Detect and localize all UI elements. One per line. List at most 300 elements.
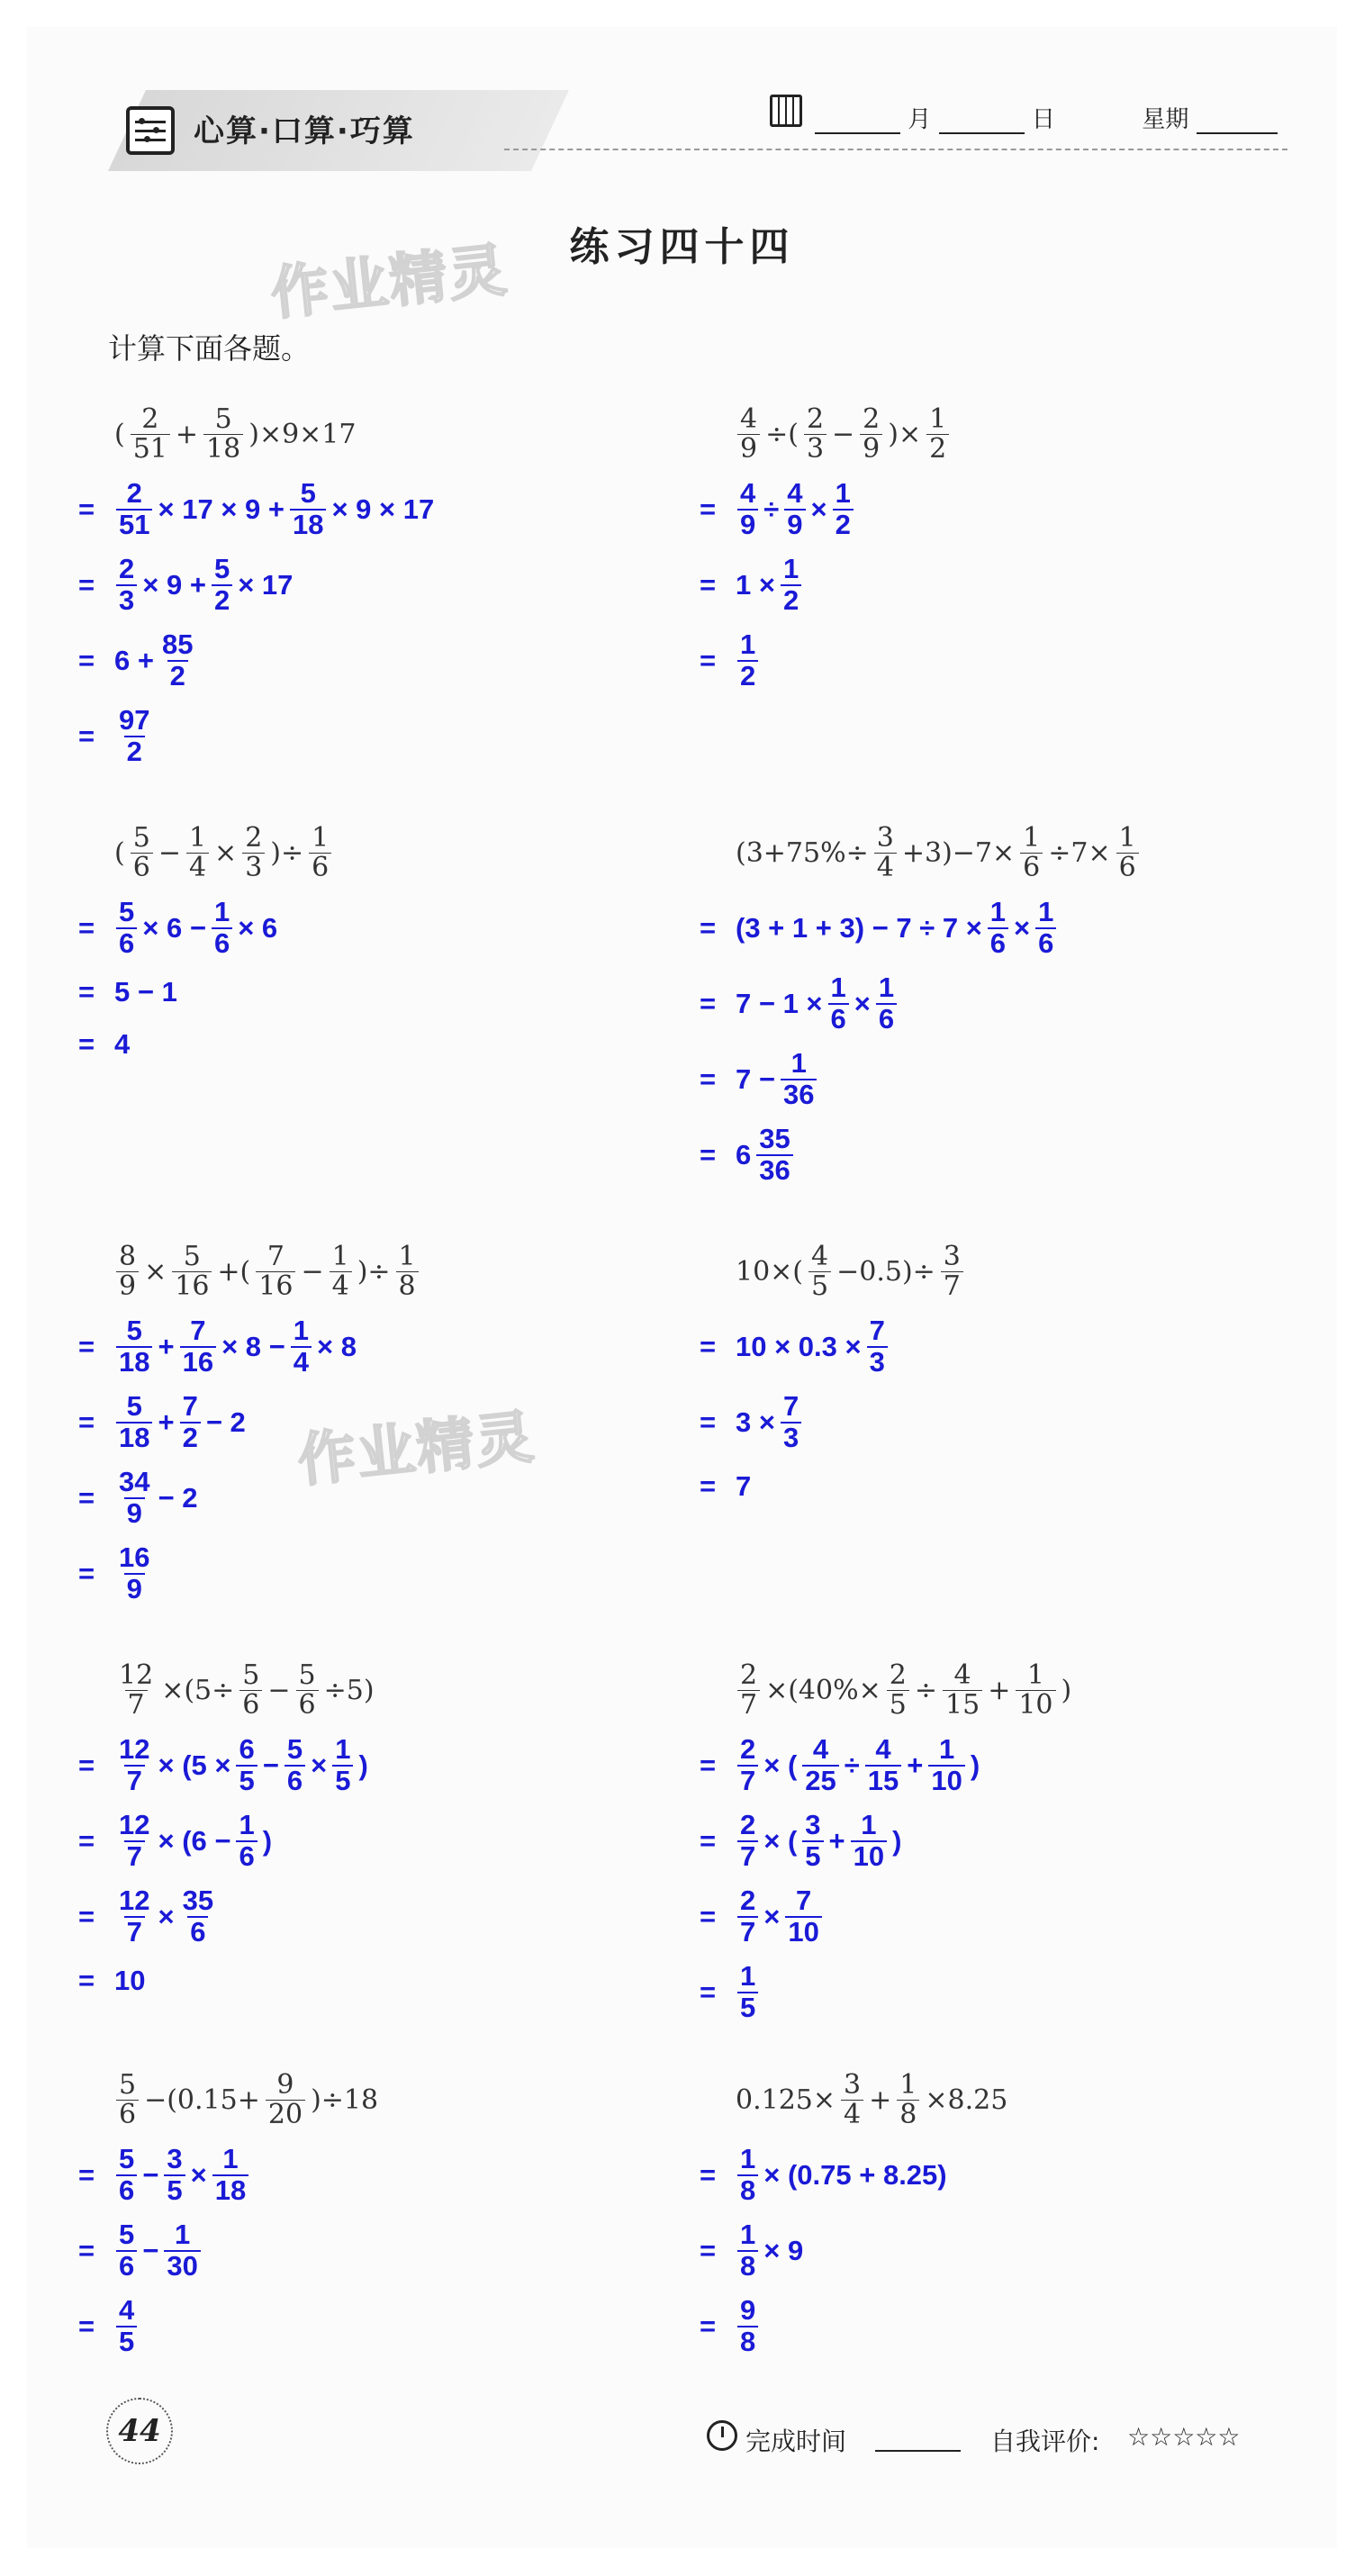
denominator: 7	[737, 1690, 760, 1720]
numerator: 1	[740, 1960, 756, 1993]
fraction	[737, 479, 758, 539]
denominator: 3	[781, 1422, 801, 1453]
numerator: 1	[740, 2219, 756, 2251]
denominator: 36	[781, 1079, 817, 1110]
math-text: ×	[214, 836, 238, 869]
math-text: 10 × 0.3 ×	[736, 1331, 862, 1362]
numerator: 1	[174, 2219, 191, 2251]
math-text: )	[970, 1749, 980, 1781]
fraction	[116, 1735, 152, 1795]
fraction	[116, 1392, 152, 1452]
fraction	[239, 1661, 262, 1719]
solution-step	[700, 1955, 1346, 2030]
denominator: 5	[802, 1840, 823, 1872]
numerator: 5	[300, 477, 316, 510]
equals-sign: =	[700, 493, 717, 525]
fraction	[874, 824, 897, 881]
math-text: × 9 +	[142, 569, 206, 601]
fraction	[737, 2145, 758, 2205]
fraction	[236, 1735, 257, 1795]
numerator: 3	[844, 2069, 862, 2101]
self-rating-label: 自我评价:	[990, 2427, 1100, 2456]
denominator: 9	[116, 1271, 139, 1301]
fraction	[116, 2296, 137, 2356]
problem-8	[700, 1652, 1346, 2030]
fraction	[131, 405, 170, 463]
denominator: 6	[876, 1003, 897, 1035]
fraction	[116, 1468, 152, 1528]
equals-sign: =	[700, 2159, 717, 2191]
denominator: 4	[186, 853, 209, 882]
math-text: × 8 −	[221, 1331, 285, 1362]
math-text: )×	[888, 418, 922, 450]
problem-expression	[113, 2062, 725, 2138]
problem-4	[700, 815, 1346, 1193]
denominator: 18	[116, 1346, 152, 1378]
numerator: 2	[740, 1659, 758, 1691]
denominator: 10	[1016, 1690, 1055, 1720]
weekday-blank[interactable]	[1197, 111, 1278, 134]
problem-expression	[113, 1652, 725, 1728]
numerator: 12	[119, 1733, 150, 1766]
numerator: 1	[222, 2143, 239, 2175]
denominator: 8	[737, 2250, 758, 2282]
section-title: 心算·口算·巧算	[194, 113, 415, 149]
numerator: 5	[119, 2069, 137, 2101]
fraction	[988, 898, 1008, 958]
math-text: × 9 × 17	[331, 493, 435, 525]
fraction	[781, 555, 801, 615]
fraction	[291, 1316, 312, 1377]
numerator: 2	[863, 403, 881, 435]
numerator: 2	[141, 403, 159, 435]
equals-sign: =	[78, 976, 95, 1008]
denominator: 4	[291, 1346, 312, 1378]
solution-step	[78, 1879, 725, 1955]
numerator: 3	[167, 2143, 183, 2175]
solution-step	[78, 890, 725, 966]
numerator: 12	[119, 1885, 150, 1917]
math-text: ×	[854, 988, 871, 1019]
denominator: 3	[804, 434, 827, 464]
fraction	[851, 1811, 887, 1871]
numerator: 1	[239, 1809, 255, 1841]
denominator: 6	[116, 2174, 137, 2206]
equals-sign: =	[78, 2235, 95, 2266]
math-text: ÷	[844, 1749, 860, 1781]
solution-step	[700, 890, 1346, 966]
denominator: 5	[887, 1690, 909, 1720]
math-text: × 17 × 9 +	[158, 493, 285, 525]
denominator: 4	[874, 853, 897, 882]
denominator: 6	[116, 2100, 139, 2129]
denominator: 51	[116, 509, 152, 540]
clock-icon	[707, 2420, 737, 2451]
calendar-icon	[770, 95, 802, 127]
math-text: × 6	[238, 912, 278, 944]
fraction	[212, 555, 232, 615]
solution-step	[78, 2138, 725, 2213]
denominator: 18	[290, 509, 326, 540]
fraction	[808, 1243, 831, 1300]
fraction	[212, 898, 232, 958]
numerator: 1	[899, 2069, 917, 2101]
fraction	[159, 630, 195, 691]
solution-step	[700, 2289, 1346, 2364]
numerator: 2	[740, 1885, 756, 1917]
date-fields	[815, 101, 1278, 134]
math-text: × (6 −	[158, 1825, 231, 1857]
denominator: 4	[330, 1271, 352, 1301]
numerator: 1	[989, 896, 1007, 928]
math-text: )	[358, 1749, 368, 1781]
numerator: 8	[119, 1241, 137, 1272]
numerator: 2	[806, 403, 825, 435]
fraction	[164, 2220, 200, 2281]
equals-sign: =	[78, 720, 95, 752]
fraction	[116, 2145, 137, 2205]
equals-sign: =	[700, 569, 717, 601]
fraction	[116, 555, 137, 615]
math-text: ×	[190, 2159, 207, 2191]
day-label: 日	[1031, 106, 1055, 133]
fraction	[290, 479, 326, 539]
numerator: 1	[861, 1809, 877, 1841]
math-text: ×	[144, 1255, 167, 1288]
problem-expression	[113, 815, 725, 890]
denominator: 6	[828, 1003, 849, 1035]
denominator: 9	[737, 509, 758, 540]
numerator: 5	[213, 553, 230, 585]
fraction	[164, 2145, 185, 2205]
math-text: +	[828, 1825, 845, 1857]
numerator: 5	[119, 896, 135, 928]
denominator: 6	[1035, 927, 1056, 959]
weekday-label: 星期	[1142, 106, 1189, 133]
fraction	[116, 1543, 152, 1604]
solution-step	[78, 472, 725, 547]
numerator: 5	[286, 1733, 303, 1766]
denominator: 6	[212, 927, 232, 959]
solution-step	[700, 472, 1346, 547]
numerator: 34	[119, 1466, 150, 1498]
math-text: )	[1061, 1674, 1072, 1706]
denominator: 16	[172, 1271, 212, 1301]
denominator: 8	[897, 2100, 919, 2129]
denominator: 5	[164, 2174, 185, 2206]
denominator: 2	[124, 736, 145, 767]
problem-3	[78, 815, 725, 1071]
math-text: 4	[114, 1028, 131, 1060]
solution-step	[700, 2213, 1346, 2289]
numerator: 1	[782, 553, 799, 585]
problem-expression	[113, 1234, 725, 1309]
numerator: 9	[740, 2294, 756, 2327]
fraction	[116, 1316, 152, 1377]
equals-sign: =	[700, 1901, 717, 1932]
fraction	[296, 1661, 319, 1719]
problem-10	[700, 2062, 1346, 2364]
fraction	[928, 1735, 964, 1795]
numerator: 1	[939, 1733, 955, 1766]
fraction	[1116, 824, 1139, 881]
math-text: −	[832, 418, 855, 450]
fraction	[172, 1243, 212, 1300]
math-text: × (	[763, 1749, 798, 1781]
fraction	[116, 479, 152, 539]
math-text: +(	[217, 1255, 251, 1288]
watermark: 作业精灵	[267, 237, 511, 329]
numerator: 1	[790, 1047, 807, 1080]
fraction	[941, 1243, 963, 1300]
math-text: − 2	[205, 1406, 246, 1438]
numerator: 1	[213, 896, 230, 928]
equals-sign: =	[700, 1331, 717, 1362]
numerator: 35	[759, 1123, 790, 1155]
numerator: 3	[876, 822, 894, 854]
math-text: 10	[114, 1965, 146, 1996]
fraction	[876, 973, 897, 1034]
solution-step	[78, 1460, 725, 1536]
finish-time-label: 完成时间	[745, 2427, 847, 2456]
denominator: 6	[1116, 853, 1139, 882]
rating-stars[interactable]: ☆☆☆☆☆	[1127, 2422, 1241, 2452]
fraction	[828, 973, 849, 1034]
fraction	[841, 2071, 863, 2129]
math-text: 6 +	[114, 645, 154, 676]
math-text: −	[301, 1255, 324, 1288]
fraction	[1020, 824, 1043, 881]
math-text: 0.125×	[736, 2083, 836, 2116]
fraction	[180, 1886, 216, 1947]
page-title: 练习四十四	[569, 224, 795, 270]
watermark: 作业精灵	[294, 1404, 538, 1496]
denominator: 6	[131, 853, 153, 882]
fraction	[737, 1962, 758, 2022]
fraction	[285, 1735, 305, 1795]
denominator: 2	[737, 660, 758, 691]
solution-step	[78, 1385, 725, 1460]
equals-sign: =	[78, 569, 95, 601]
numerator: 5	[183, 1241, 201, 1272]
math-text: )÷	[357, 1255, 391, 1288]
math-text: × 8	[317, 1331, 357, 1362]
problem-expression	[113, 396, 725, 472]
fraction	[1035, 898, 1056, 958]
math-text: 7 −	[736, 1063, 775, 1095]
math-text: )÷18	[311, 2083, 379, 2116]
equals-sign: =	[78, 493, 95, 525]
denominator: 5	[332, 1765, 353, 1796]
fraction	[867, 1316, 888, 1377]
numerator: 1	[1023, 822, 1041, 854]
denominator: 7	[737, 1765, 758, 1796]
numerator: 4	[740, 403, 758, 435]
fraction	[737, 1811, 758, 1871]
math-text: ×	[311, 1749, 328, 1781]
denominator: 16	[256, 1271, 295, 1301]
math-text: (3+75%÷	[736, 836, 869, 869]
equals-sign: =	[700, 912, 717, 944]
math-text: × 9	[763, 2235, 804, 2266]
equals-sign: =	[78, 1749, 95, 1781]
math-text: 7 − 1 ×	[736, 988, 823, 1019]
denominator: 25	[802, 1765, 838, 1796]
numerator: 5	[242, 1659, 260, 1691]
denominator: 10	[785, 1916, 821, 1948]
solution-step	[78, 966, 725, 1018]
denominator: 2	[167, 660, 188, 691]
denominator: 3	[867, 1346, 888, 1378]
numerator: 1	[1038, 896, 1054, 928]
math-text: 10×(	[736, 1255, 804, 1288]
equals-sign: =	[78, 645, 95, 676]
math-text: )÷	[270, 836, 304, 869]
numerator: 6	[239, 1733, 255, 1766]
fraction	[330, 1243, 352, 1300]
fraction	[131, 824, 153, 881]
problem-expression	[734, 396, 1346, 472]
numerator: 4	[740, 477, 756, 510]
solution-step	[700, 966, 1346, 1042]
numerator: 5	[126, 1315, 142, 1347]
page-number: 44	[106, 2398, 173, 2464]
solution-step	[78, 1309, 725, 1385]
numerator: 1	[312, 822, 330, 854]
solution-step	[78, 1018, 725, 1071]
abacus-icon	[126, 106, 175, 155]
numerator: 97	[119, 704, 150, 737]
denominator: 6	[285, 1765, 305, 1796]
denominator: 6	[187, 1916, 208, 1948]
math-text: −	[142, 2235, 159, 2266]
fraction	[116, 1811, 152, 1871]
math-text: ÷	[914, 1674, 937, 1706]
numerator: 5	[126, 1390, 142, 1423]
fraction	[737, 630, 758, 691]
denominator: 30	[164, 2250, 200, 2282]
equals-sign: =	[78, 1028, 95, 1060]
equals-sign: =	[700, 988, 717, 1019]
denominator: 7	[737, 1916, 758, 1948]
denominator: 6	[1020, 853, 1043, 882]
equals-sign: =	[700, 1976, 717, 2008]
equals-sign: =	[700, 1063, 717, 1095]
equals-sign: =	[700, 645, 717, 676]
numerator: 2	[740, 1733, 756, 1766]
numerator: 7	[190, 1315, 206, 1347]
denominator: 7	[941, 1271, 963, 1301]
denominator: 2	[833, 509, 854, 540]
math-text: 1 ×	[736, 569, 775, 601]
numerator: 4	[875, 1733, 891, 1766]
month-label: 月	[908, 106, 932, 133]
math-text: × 6 −	[142, 912, 206, 944]
denominator: 6	[116, 927, 137, 959]
math-text: (3 + 1 + 3) − 7 ÷ 7 ×	[736, 912, 982, 944]
fraction	[116, 1243, 139, 1300]
math-text: −	[158, 836, 181, 869]
solution-step	[78, 623, 725, 699]
fraction	[309, 824, 331, 881]
numerator: 4	[787, 477, 803, 510]
denominator: 18	[212, 2174, 248, 2206]
fraction	[737, 1661, 760, 1719]
denominator: 8	[737, 2174, 758, 2206]
fraction	[203, 405, 243, 463]
solution-step	[700, 1460, 1346, 1513]
finish-time-field[interactable]	[875, 2422, 961, 2452]
math-text: +	[869, 2083, 892, 2116]
equals-sign: =	[78, 1558, 95, 1589]
numerator: 1	[929, 403, 947, 435]
numerator: 7	[869, 1315, 885, 1347]
fraction	[833, 479, 854, 539]
numerator: 7	[266, 1241, 285, 1272]
fraction	[887, 1661, 909, 1719]
math-text: × 17	[238, 569, 294, 601]
denominator: 10	[928, 1765, 964, 1796]
problem-1	[78, 396, 725, 774]
equals-sign: =	[78, 1331, 95, 1362]
equals-sign: =	[700, 1825, 717, 1857]
month-blank[interactable]	[815, 111, 900, 134]
equals-sign: =	[78, 1825, 95, 1857]
denominator: 9	[784, 509, 805, 540]
solution-step	[78, 1803, 725, 1879]
math-text: +	[988, 1674, 1011, 1706]
fraction	[737, 1735, 758, 1795]
denominator: 15	[865, 1765, 901, 1796]
numerator: 12	[119, 1809, 150, 1841]
numerator: 5	[214, 403, 232, 435]
math-text: ×(40%×	[765, 1674, 881, 1706]
denominator: 7	[125, 1690, 148, 1720]
denominator: 20	[266, 2100, 305, 2129]
fraction	[186, 824, 209, 881]
denominator: 2	[781, 584, 801, 616]
fraction	[116, 1661, 156, 1719]
fraction	[784, 479, 805, 539]
problem-expression	[734, 1234, 1346, 1309]
equals-sign: =	[78, 1482, 95, 1514]
numerator: 1	[1026, 1659, 1044, 1691]
denominator: 18	[203, 434, 243, 464]
math-text: ×	[810, 493, 827, 525]
numerator: 1	[835, 477, 851, 510]
fraction	[116, 2220, 137, 2281]
math-text: +	[175, 418, 199, 450]
fraction	[332, 1735, 353, 1795]
denominator: 36	[756, 1154, 792, 1186]
problem-5	[78, 1234, 725, 1612]
math-text: × (	[763, 1825, 798, 1857]
fraction	[266, 2071, 305, 2129]
denominator: 16	[180, 1346, 216, 1378]
math-text: ÷	[763, 493, 780, 525]
math-text: 6	[736, 1139, 752, 1170]
equals-sign: =	[700, 2235, 717, 2266]
denominator: 2	[212, 584, 232, 616]
numerator: 1	[830, 972, 846, 1004]
denominator: 5	[737, 1992, 758, 2023]
solution-step	[700, 1385, 1346, 1460]
day-blank[interactable]	[939, 111, 1025, 134]
fraction	[926, 405, 949, 463]
numerator: 7	[782, 1390, 799, 1423]
numerator: 2	[889, 1659, 907, 1691]
denominator: 6	[309, 853, 331, 882]
